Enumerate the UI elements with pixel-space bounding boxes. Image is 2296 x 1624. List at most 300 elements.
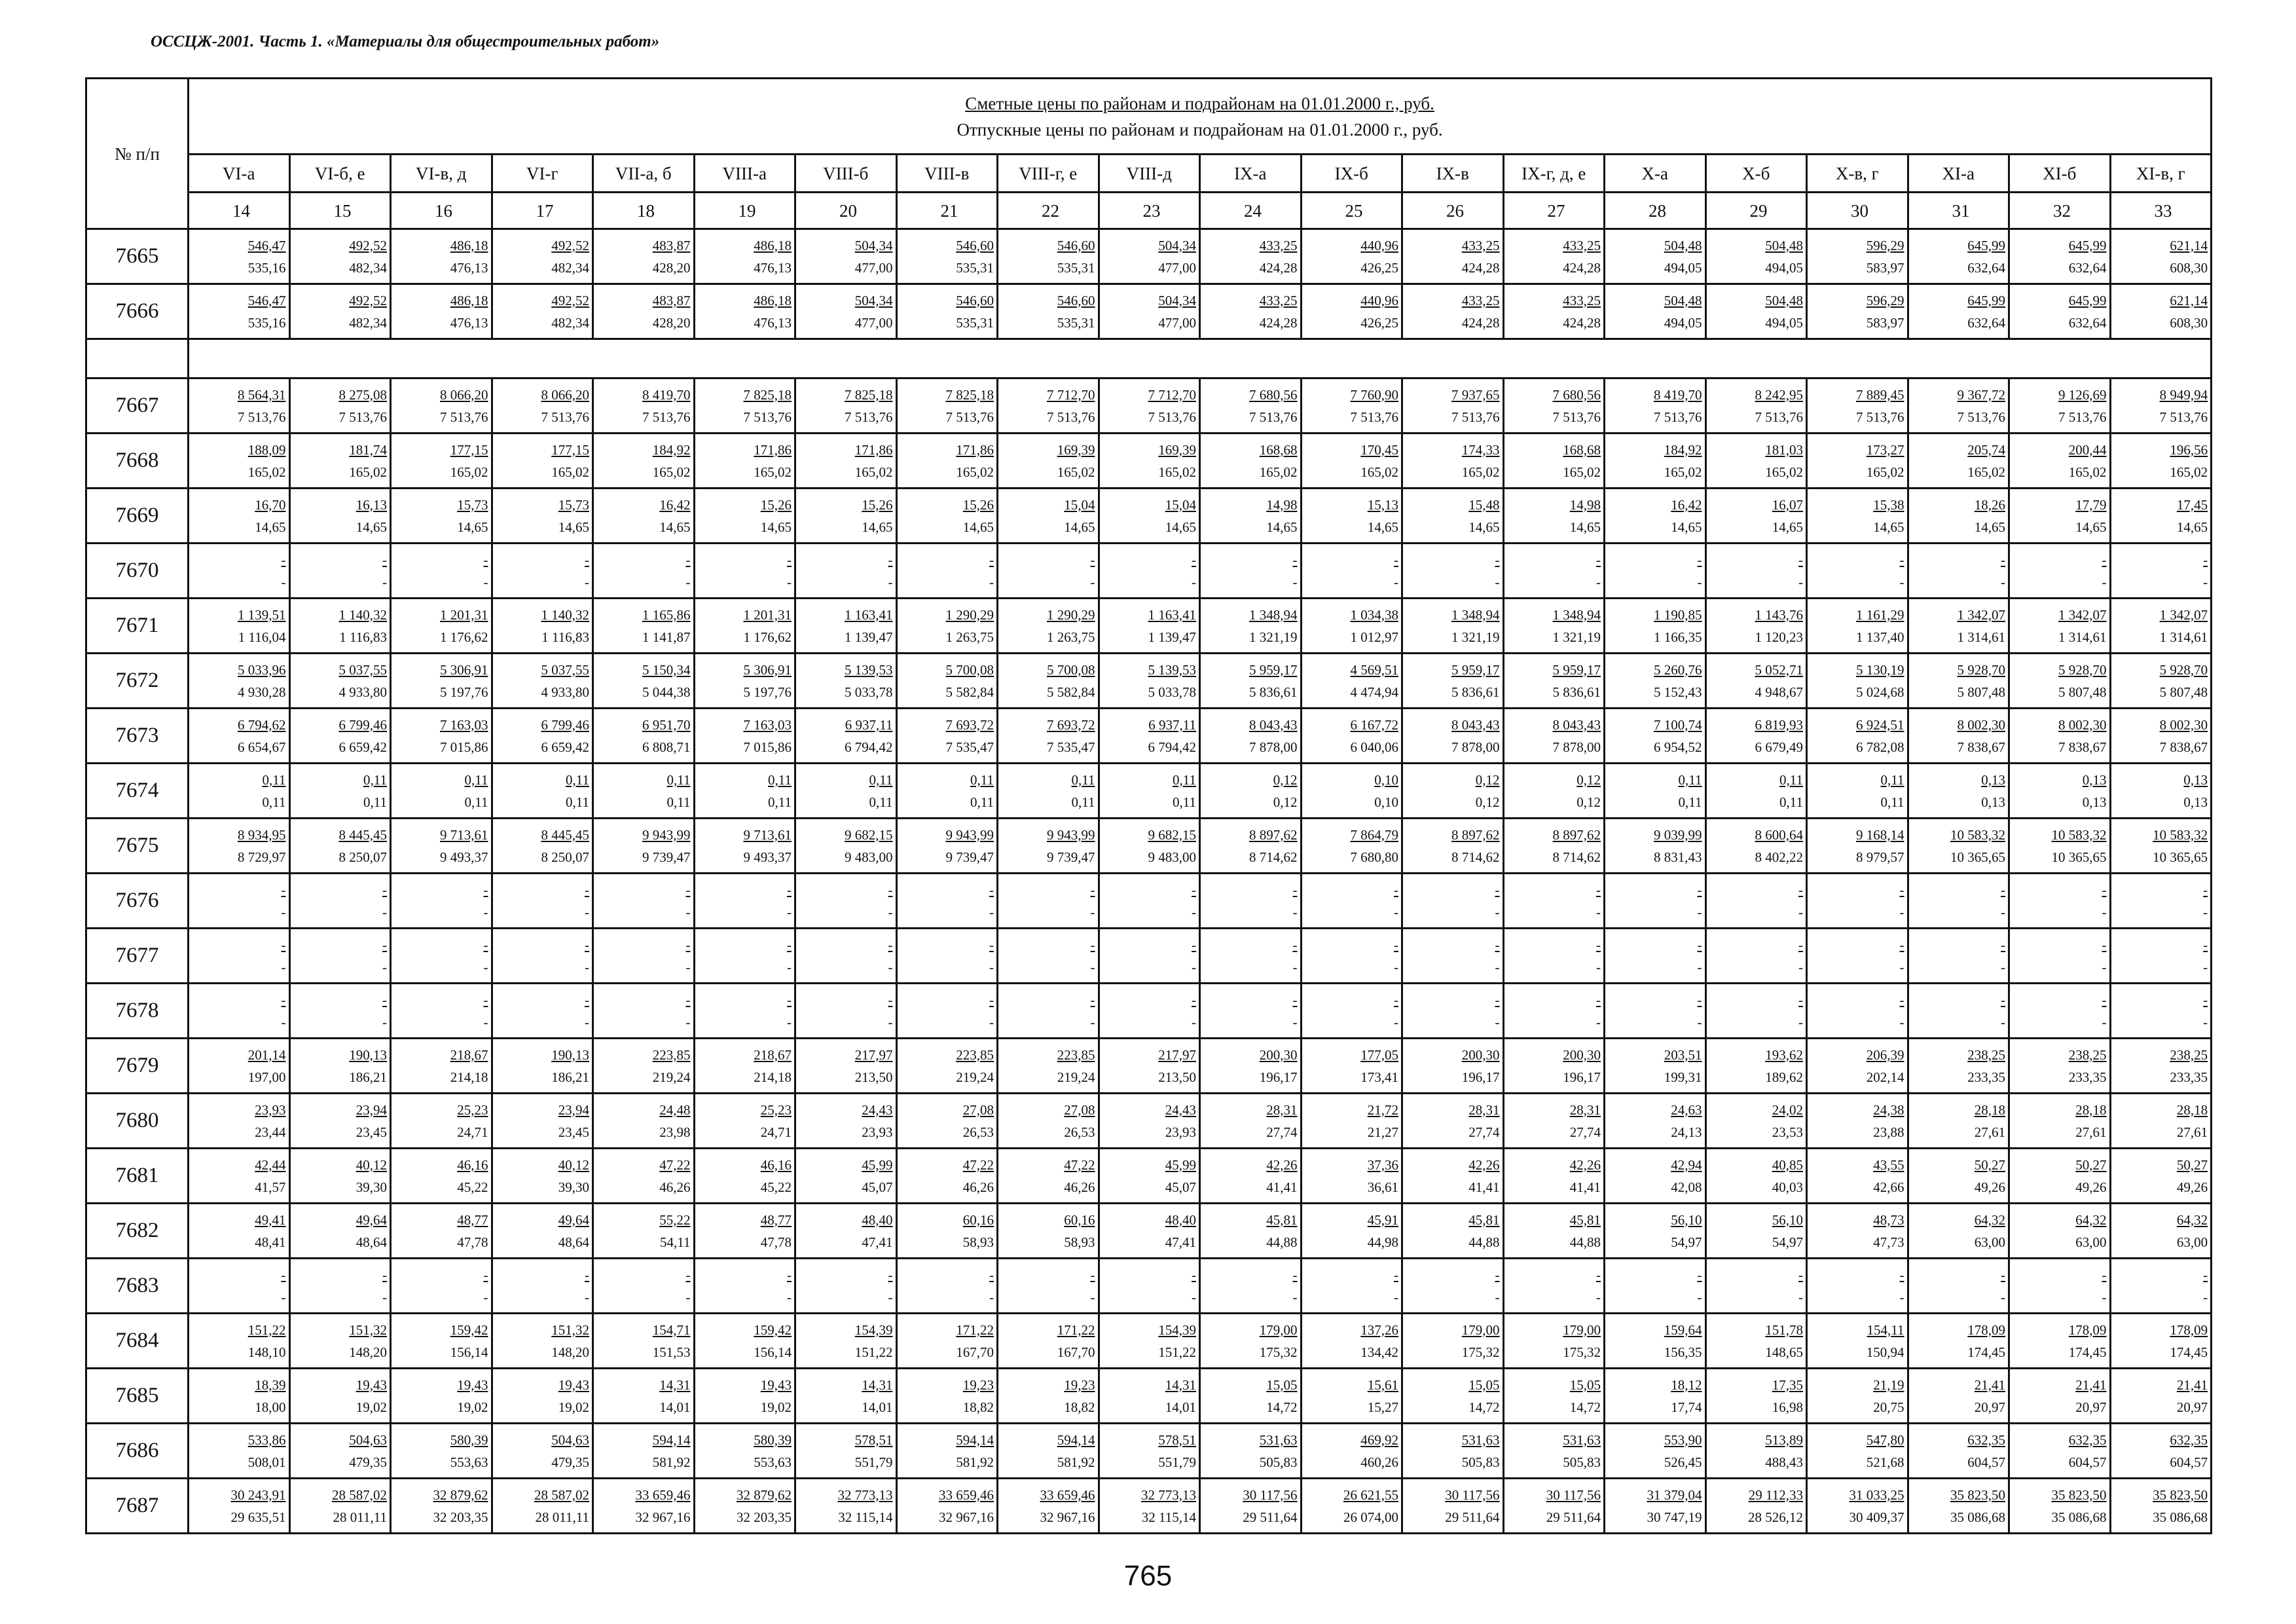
release-price: 581,92 — [1057, 1454, 1095, 1470]
estimate-price: - — [1596, 991, 1601, 1008]
price-cell — [2110, 1149, 2212, 1204]
price-cell — [1503, 764, 1605, 819]
estimate-price: 171,86 — [754, 441, 792, 458]
release-price: - — [989, 1014, 994, 1030]
price-cell — [1402, 1369, 1504, 1424]
release-price: 1 314,61 — [1957, 629, 2005, 645]
price-cell — [1200, 378, 1302, 434]
estimate-price: 0,11 — [262, 771, 286, 788]
estimate-price: 504,48 — [1765, 292, 1803, 308]
price-cell — [1705, 1039, 1807, 1094]
price-cell — [189, 1424, 290, 1479]
price-cell — [795, 1149, 897, 1204]
estimate-price: 25,23 — [760, 1101, 792, 1118]
price-cell — [896, 378, 998, 434]
price-cell — [1099, 434, 1200, 489]
price-cell — [896, 1424, 998, 1479]
price-cell — [1807, 819, 1908, 874]
estimate-price: 21,41 — [2075, 1376, 2107, 1393]
price-cell — [1200, 1149, 1302, 1204]
release-price: - — [2102, 1014, 2107, 1030]
estimate-price: 1 139,51 — [238, 606, 286, 623]
release-price: 45,07 — [862, 1179, 893, 1195]
release-price: 14,72 — [1468, 1399, 1500, 1415]
estimate-price: 15,48 — [1468, 496, 1500, 513]
price-cell — [1908, 654, 2009, 709]
estimate-price: 14,31 — [862, 1376, 893, 1393]
release-price: 5 582,84 — [945, 684, 994, 700]
price-cell — [189, 1314, 290, 1369]
table-row — [86, 229, 2212, 284]
estimate-price: 45,91 — [1367, 1211, 1398, 1228]
release-price: 604,57 — [2170, 1454, 2208, 1470]
release-price: 26 074,00 — [1343, 1509, 1398, 1525]
release-price: 14,65 — [1165, 519, 1196, 535]
price-cell — [1503, 1259, 1605, 1314]
release-price: 5 024,68 — [1856, 684, 1904, 700]
price-cell — [1200, 434, 1302, 489]
release-price: 150,94 — [1866, 1344, 1904, 1360]
price-cell — [1605, 1149, 1706, 1204]
price-cell — [1200, 929, 1302, 984]
estimate-price: 492,52 — [551, 237, 589, 253]
estimate-price: 8 043,43 — [1552, 716, 1601, 733]
price-cell — [795, 1479, 897, 1534]
price-cell — [795, 599, 897, 654]
price-cell — [1200, 654, 1302, 709]
column-number: 31 — [1908, 193, 2009, 229]
estimate-price: 55,22 — [659, 1211, 691, 1228]
district-header: X-в, г — [1807, 155, 1908, 193]
estimate-price: 8 002,30 — [1957, 716, 2005, 733]
column-number: 29 — [1705, 193, 1807, 229]
table-row — [86, 709, 2212, 764]
release-price: 0,11 — [1880, 794, 1904, 810]
release-price: - — [281, 1289, 286, 1305]
price-cell — [795, 654, 897, 709]
release-price: 8 979,57 — [1856, 849, 1904, 865]
estimate-price: 18,12 — [1671, 1376, 1702, 1393]
price-cell — [1807, 1259, 1908, 1314]
estimate-price: 7 693,72 — [945, 716, 994, 733]
price-cell — [998, 1259, 1099, 1314]
price-cell — [694, 1149, 795, 1204]
table-row — [86, 1479, 2212, 1534]
estimate-price: 632,35 — [2170, 1431, 2208, 1448]
table-row — [86, 929, 2212, 984]
estimate-price: 7 825,18 — [743, 386, 792, 403]
price-cell — [189, 764, 290, 819]
estimate-price: 151,78 — [1765, 1321, 1803, 1338]
price-cell — [1705, 1094, 1807, 1149]
release-price: 20,75 — [1873, 1399, 1904, 1415]
price-cell — [1099, 709, 1200, 764]
estimate-price: 171,22 — [1057, 1321, 1095, 1338]
release-price: 165,02 — [1259, 464, 1298, 480]
release-price: 28 526,12 — [1748, 1509, 1803, 1525]
release-price: 505,83 — [1563, 1454, 1601, 1470]
estimate-price: - — [2203, 1266, 2208, 1283]
release-price: 7 513,76 — [945, 409, 994, 425]
release-price: 44,88 — [1569, 1234, 1601, 1250]
price-cell — [694, 378, 795, 434]
estimate-price: 159,64 — [1664, 1321, 1702, 1338]
price-cell — [1705, 764, 1807, 819]
estimate-price: - — [1798, 991, 1803, 1008]
release-price: 14,65 — [457, 519, 488, 535]
price-cell — [1200, 1314, 1302, 1369]
release-price: 10 365,65 — [1950, 849, 2005, 865]
release-price: - — [281, 574, 286, 590]
release-price: 1 263,75 — [1047, 629, 1095, 645]
estimate-price: 8 445,45 — [541, 826, 589, 843]
release-price: 58,93 — [1064, 1234, 1095, 1250]
estimate-price: 42,44 — [255, 1156, 286, 1173]
release-price: 151,22 — [1158, 1344, 1196, 1360]
release-price: 42,08 — [1671, 1179, 1702, 1195]
estimate-price: 6 951,70 — [642, 716, 691, 733]
release-price: - — [382, 959, 387, 975]
estimate-price: 8 600,64 — [1755, 826, 1803, 843]
estimate-price: - — [787, 991, 792, 1008]
district-header: XI-б — [2009, 155, 2111, 193]
estimate-price: 5 139,53 — [845, 661, 893, 678]
estimate-price: 15,26 — [760, 496, 792, 513]
estimate-price: 1 140,32 — [541, 606, 589, 623]
release-price: - — [2203, 574, 2208, 590]
estimate-price: 28,31 — [1569, 1101, 1601, 1118]
estimate-price: 10 583,32 — [1950, 826, 2005, 843]
estimate-price: 8 002,30 — [2058, 716, 2107, 733]
price-cell — [1301, 1424, 1402, 1479]
price-cell — [1402, 1424, 1504, 1479]
release-price: - — [1899, 1289, 1904, 1305]
price-cell — [694, 544, 795, 599]
release-price: 1 321,19 — [1249, 629, 1298, 645]
estimate-price: - — [2203, 936, 2208, 953]
estimate-price: 504,48 — [1664, 237, 1702, 253]
release-price: - — [888, 1014, 893, 1030]
estimate-price: - — [685, 881, 691, 898]
price-cell — [2009, 489, 2111, 544]
release-price: 508,01 — [247, 1454, 286, 1470]
estimate-price: 6 819,93 — [1755, 716, 1803, 733]
estimate-price: 154,39 — [854, 1321, 893, 1338]
price-cell — [1807, 599, 1908, 654]
price-cell — [189, 874, 290, 929]
release-price: 202,14 — [1866, 1069, 1904, 1085]
estimate-price: 45,99 — [1165, 1156, 1196, 1173]
price-cell — [1605, 1259, 1706, 1314]
table-row — [86, 1094, 2212, 1149]
release-price: 213,50 — [854, 1069, 893, 1085]
estimate-price: 46,16 — [760, 1156, 792, 1173]
release-price: 1 176,62 — [743, 629, 792, 645]
release-price: 47,78 — [760, 1234, 792, 1250]
release-price: 7 838,67 — [2159, 739, 2208, 755]
estimate-price: 8 002,30 — [2159, 716, 2208, 733]
release-price: 0,13 — [1981, 794, 2005, 810]
estimate-price: 5 700,08 — [1047, 661, 1095, 678]
release-price: 7 513,76 — [2159, 409, 2208, 425]
district-header: XI-в, г — [2110, 155, 2212, 193]
row-number: 7684 — [86, 1314, 189, 1369]
release-price: 494,05 — [1664, 259, 1702, 276]
release-price: 21,27 — [1367, 1124, 1398, 1140]
row-number: 7677 — [86, 929, 189, 984]
release-price: 0,11 — [666, 794, 691, 810]
release-price: 1 314,61 — [2159, 629, 2208, 645]
estimate-price: - — [1899, 991, 1904, 1008]
release-price: 10 365,65 — [2153, 849, 2208, 865]
estimate-price: 24,02 — [1772, 1101, 1803, 1118]
price-cell — [896, 544, 998, 599]
estimate-price: - — [2102, 551, 2107, 568]
price-cell — [1705, 599, 1807, 654]
estimate-price: 0,12 — [1273, 771, 1298, 788]
price-cell — [1908, 1314, 2009, 1369]
release-price: 1 176,62 — [440, 629, 488, 645]
estimate-price: 7 760,90 — [1350, 386, 1398, 403]
estimate-price: 50,27 — [2075, 1156, 2107, 1173]
estimate-price: 27,08 — [1064, 1101, 1095, 1118]
estimate-price: 200,30 — [1259, 1046, 1298, 1063]
page-number: 765 — [1123, 1560, 1173, 1592]
release-price: 156,14 — [450, 1344, 488, 1360]
price-cell — [795, 709, 897, 764]
estimate-price: 7 712,70 — [1148, 386, 1196, 403]
price-cell — [1200, 709, 1302, 764]
release-price: 4 933,80 — [338, 684, 387, 700]
price-cell — [896, 229, 998, 284]
estimate-price: 33 659,46 — [939, 1486, 994, 1503]
release-price: 7 513,76 — [440, 409, 488, 425]
release-price: - — [1495, 574, 1500, 590]
price-cell — [2009, 984, 2111, 1039]
estimate-price: - — [1596, 551, 1601, 568]
price-cell — [694, 1424, 795, 1479]
estimate-price: 217,97 — [854, 1046, 893, 1063]
estimate-price: - — [685, 1266, 691, 1283]
release-price: 219,24 — [1057, 1069, 1095, 1085]
release-price: 581,92 — [652, 1454, 691, 1470]
release-price: 148,10 — [247, 1344, 286, 1360]
release-price: 14,65 — [255, 519, 286, 535]
release-price: - — [382, 574, 387, 590]
column-number: 24 — [1200, 193, 1302, 229]
estimate-price: 1 163,41 — [845, 606, 893, 623]
release-price: 7 513,76 — [1047, 409, 1095, 425]
price-cell — [896, 764, 998, 819]
release-price: 165,02 — [247, 464, 286, 480]
district-header: VIII-б — [795, 155, 897, 193]
price-cell — [391, 489, 492, 544]
release-price: 5 836,61 — [1451, 684, 1500, 700]
price-cell — [391, 1039, 492, 1094]
estimate-price: 492,52 — [551, 292, 589, 308]
estimate-price: 15,04 — [1165, 496, 1196, 513]
release-price: 49,26 — [2075, 1179, 2107, 1195]
price-cell — [1807, 984, 1908, 1039]
estimate-price: 30 117,56 — [1445, 1486, 1500, 1503]
release-price: 9 493,37 — [440, 849, 488, 865]
release-price: 42,66 — [1873, 1179, 1904, 1195]
price-cell — [289, 434, 391, 489]
release-price: 9 483,00 — [1148, 849, 1196, 865]
column-number: 14 — [189, 193, 290, 229]
release-price: 14,72 — [1569, 1399, 1601, 1415]
release-price: 35 086,68 — [2153, 1509, 2208, 1525]
estimate-price: - — [1798, 551, 1803, 568]
release-price: 24,13 — [1671, 1124, 1702, 1140]
release-price: 45,22 — [760, 1179, 792, 1195]
estimate-price: 10 583,32 — [2153, 826, 2208, 843]
release-price: 1 263,75 — [945, 629, 994, 645]
price-cell — [1200, 1039, 1302, 1094]
release-price: - — [1697, 574, 1702, 590]
price-cell — [289, 489, 391, 544]
price-cell — [1807, 1149, 1908, 1204]
estimate-price: - — [1798, 936, 1803, 953]
release-price: 23,93 — [862, 1124, 893, 1140]
release-price: 1 137,40 — [1856, 629, 1904, 645]
price-cell — [189, 284, 290, 339]
price-cell — [289, 1039, 391, 1094]
estimate-price: 5 260,76 — [1654, 661, 1702, 678]
release-price: 494,05 — [1765, 314, 1803, 331]
estimate-price: 50,27 — [2176, 1156, 2208, 1173]
estimate-price: 1 348,94 — [1451, 606, 1500, 623]
release-price: - — [2203, 1289, 2208, 1305]
release-price: 41,41 — [1468, 1179, 1500, 1195]
price-cell — [2110, 929, 2212, 984]
release-price: 424,28 — [1563, 314, 1601, 331]
price-cell — [998, 434, 1099, 489]
price-cell — [2110, 1369, 2212, 1424]
release-price: 186,21 — [551, 1069, 589, 1085]
price-cell — [2110, 709, 2212, 764]
price-cell — [1908, 434, 2009, 489]
table-row — [86, 489, 2212, 544]
price-cell — [694, 1094, 795, 1149]
release-price: 0,12 — [1475, 794, 1500, 810]
estimate-price: 6 799,46 — [338, 716, 387, 733]
price-cell — [2009, 1369, 2111, 1424]
estimate-price: 7 100,74 — [1654, 716, 1702, 733]
price-cell — [795, 378, 897, 434]
price-cell — [1200, 984, 1302, 1039]
price-cell — [593, 1424, 695, 1479]
estimate-price: - — [1292, 1266, 1298, 1283]
price-cell — [1908, 819, 2009, 874]
release-price: - — [989, 904, 994, 920]
row-number: 7675 — [86, 819, 189, 874]
district-header: IX-б — [1301, 155, 1402, 193]
estimate-price: 0,12 — [1475, 771, 1500, 788]
price-cell — [795, 434, 897, 489]
estimate-price: 15,73 — [457, 496, 488, 513]
price-cell — [2110, 1314, 2212, 1369]
price-cell — [189, 1479, 290, 1534]
price-cell — [694, 984, 795, 1039]
price-cell — [694, 929, 795, 984]
release-price: - — [382, 904, 387, 920]
row-number: 7669 — [86, 489, 189, 544]
price-cell — [1908, 929, 2009, 984]
estimate-price: - — [1090, 881, 1095, 898]
estimate-price: - — [2001, 936, 2005, 953]
release-price: 553,63 — [450, 1454, 488, 1470]
price-cell — [1705, 709, 1807, 764]
estimate-price: 9 039,99 — [1654, 826, 1702, 843]
price-cell — [1908, 874, 2009, 929]
estimate-price: 35 823,50 — [2153, 1486, 2208, 1503]
release-price: 7 513,76 — [1856, 409, 1904, 425]
price-cell — [1402, 229, 1504, 284]
release-price: 17,74 — [1671, 1399, 1702, 1415]
release-price: 213,50 — [1158, 1069, 1196, 1085]
district-header: VII-а, б — [593, 155, 695, 193]
estimate-price: 137,26 — [1360, 1321, 1398, 1338]
price-cell — [998, 1424, 1099, 1479]
estimate-price: - — [1495, 936, 1500, 953]
estimate-price: 5 700,08 — [945, 661, 994, 678]
price-cell — [289, 599, 391, 654]
release-price: 0,11 — [464, 794, 488, 810]
estimate-price: - — [483, 881, 488, 898]
price-cell — [2009, 1149, 2111, 1204]
release-price: 0,12 — [1273, 794, 1298, 810]
estimate-price: 594,14 — [652, 1431, 691, 1448]
estimate-price: 0,13 — [2082, 771, 2107, 788]
estimate-price: - — [787, 881, 792, 898]
price-cell — [2110, 229, 2212, 284]
estimate-price: 64,32 — [1974, 1211, 2005, 1228]
estimate-price: 21,19 — [1873, 1376, 1904, 1393]
release-price: 14,65 — [760, 519, 792, 535]
price-cell — [1605, 599, 1706, 654]
price-cell — [1503, 434, 1605, 489]
estimate-price: 0,11 — [363, 771, 387, 788]
estimate-price: 5 052,71 — [1755, 661, 1803, 678]
estimate-price: 15,73 — [558, 496, 589, 513]
estimate-price: 504,34 — [1158, 292, 1196, 308]
estimate-price: 15,05 — [1266, 1376, 1298, 1393]
release-price: 1 166,35 — [1654, 629, 1702, 645]
column-number: 20 — [795, 193, 897, 229]
estimate-price: 35 823,50 — [2051, 1486, 2107, 1503]
release-price: 14,65 — [1873, 519, 1904, 535]
price-cell — [2009, 874, 2111, 929]
price-cell — [289, 1479, 391, 1534]
price-cell — [1402, 1314, 1504, 1369]
release-price: - — [1495, 959, 1500, 975]
price-cell — [1705, 819, 1807, 874]
release-price: - — [1798, 574, 1803, 590]
price-cell — [1301, 1149, 1402, 1204]
price-cell — [492, 599, 593, 654]
release-price: - — [1798, 904, 1803, 920]
price-cell — [1200, 599, 1302, 654]
release-price: 535,31 — [956, 259, 994, 276]
estimate-price: 8 564,31 — [238, 386, 286, 403]
estimate-price: 0,12 — [1576, 771, 1601, 788]
price-cell — [998, 1369, 1099, 1424]
estimate-price: 596,29 — [1866, 237, 1904, 253]
price-cell — [998, 1479, 1099, 1534]
price-cell — [1099, 874, 1200, 929]
price-cell — [2110, 819, 2212, 874]
